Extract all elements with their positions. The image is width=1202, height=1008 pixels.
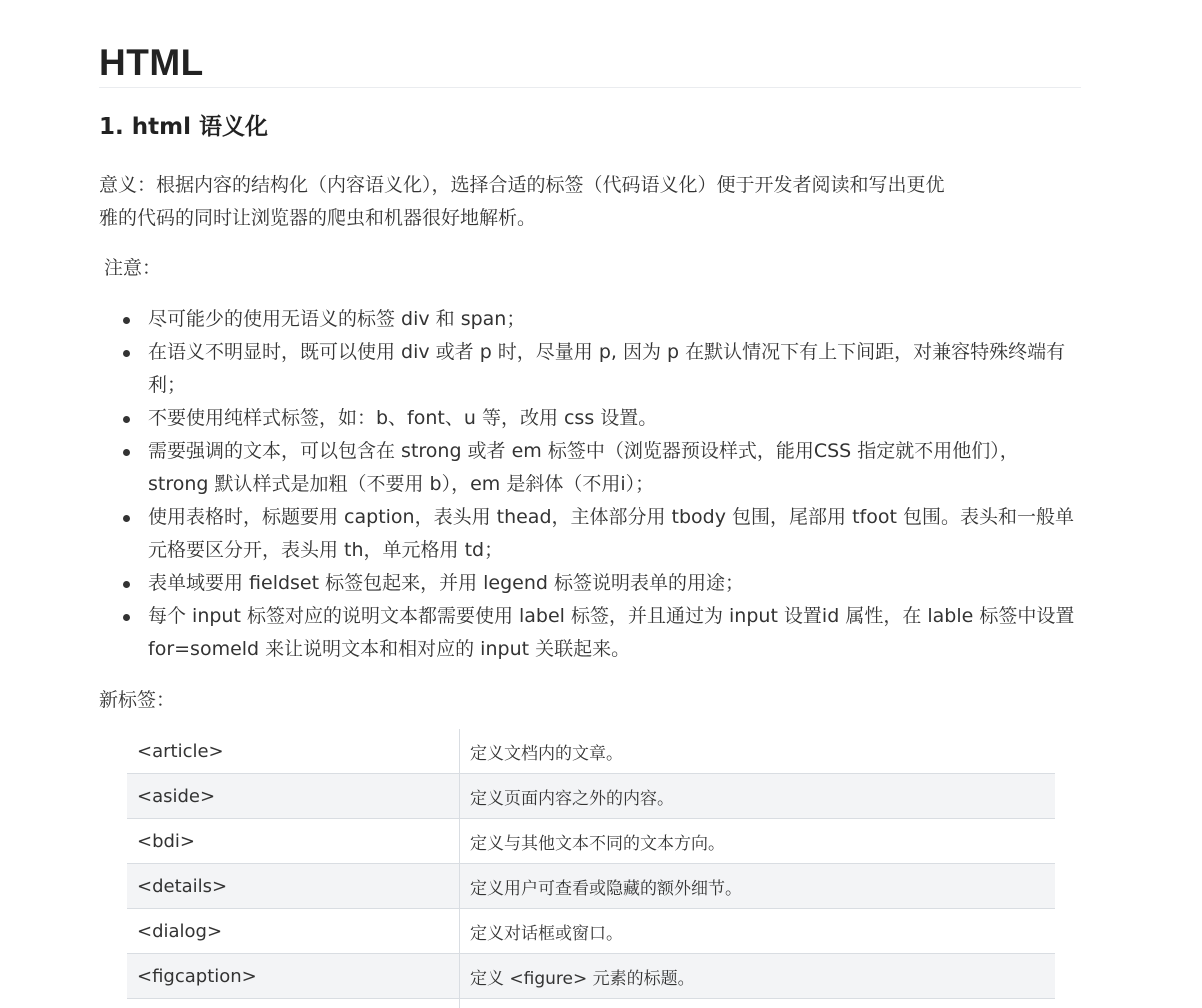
tag-cell: <details> (127, 864, 460, 909)
title-divider (99, 87, 1081, 88)
tag-cell: <article> (127, 729, 460, 774)
list-item: 在语义不明显时，既可以使用 div 或者 p 时，尽量用 p, 因为 p 在默认情况下有上下间距，对兼容特殊终端有利； (99, 336, 1079, 402)
section-heading: 1. html 语义化 (99, 114, 268, 140)
description-cell: 定义页面内容之外的内容。 (460, 774, 1056, 819)
list-item: 不要使用纯样式标签，如：b、font、u 等，改用 css 设置。 (99, 402, 1079, 435)
new-tags-label: 新标签： (99, 689, 176, 711)
notes-list (99, 303, 1079, 666)
list-item: 每个 input 标签对应的说明文本都需要使用 label 标签，并且通过为 input 设置id 属性，在 lable 标签中设置 for=someld 来让说明文本和相对应的 input 关联起来。 (99, 600, 1079, 666)
intro-line-1: 意义：根据内容的结构化（内容语义化），选择合适的标签（代码语义化）便于开发者阅读和写出更优 (99, 174, 945, 196)
tag-cell: <figcaption> (127, 954, 460, 999)
description-cell: 定义文档内的文章。 (460, 729, 1056, 774)
list-item: 需要强调的文本，可以包含在 strong 或者 em 标签中（浏览器预设样式，能用CSS 指定就不用他们），strong 默认样式是加粗（不要用 b），em 是斜体（不用i）； (99, 435, 1079, 501)
page-title: HTML (99, 42, 204, 83)
intro-paragraph (99, 169, 1089, 235)
list-item: 表单域要用 fieldset 标签包起来，并用 legend 标签说明表单的用途； (99, 567, 1079, 600)
tag-cell: <dialog> (127, 909, 460, 954)
tag-cell (127, 999, 460, 1008)
description-cell: 定义与其他文本不同的文本方向。 (460, 819, 1056, 864)
tag-cell: <bdi> (127, 819, 460, 864)
list-item: 使用表格时，标题要用 caption，表头用 thead，主体部分用 tbody 包围，尾部用 tfoot 包围。表头和一般单元格要区分开，表头用 th，单元格用 td； (99, 501, 1079, 567)
list-item: 尽可能少的使用无语义的标签 div 和 span； (99, 303, 1079, 336)
table-row (127, 819, 1055, 864)
intro-line-2: 雅的代码的同时让浏览器的爬虫和机器很好地解析。 (99, 207, 537, 229)
description-cell: 定义用户可查看或隐藏的额外细节。 (460, 864, 1056, 909)
new-tags-table (127, 729, 1055, 1008)
tag-cell: <aside> (127, 774, 460, 819)
table-row (127, 954, 1055, 999)
description-cell: 定义对话框或窗口。 (460, 909, 1056, 954)
table-row (127, 909, 1055, 954)
table-row (127, 729, 1055, 774)
table-row (127, 864, 1055, 909)
note-label: 注意： (104, 257, 162, 279)
table-row-cut-off (127, 999, 1055, 1008)
table-row (127, 774, 1055, 819)
description-cell: 定义 <figure> 元素的标题。 (460, 954, 1056, 999)
description-cell (460, 999, 1056, 1008)
